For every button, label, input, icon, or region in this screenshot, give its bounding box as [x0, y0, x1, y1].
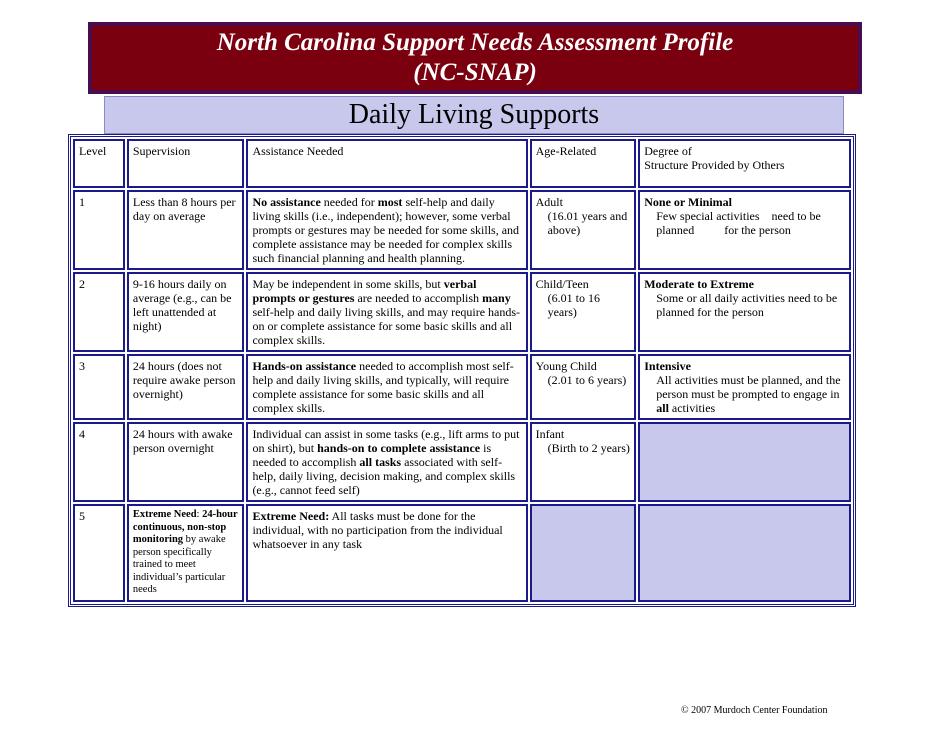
- support-levels-table: [68, 134, 856, 607]
- level-number: 2: [73, 272, 125, 352]
- bold-text: many: [482, 291, 511, 305]
- table-row: [73, 354, 851, 420]
- bold-text: hands-on to complete assistance: [317, 441, 481, 455]
- header-degree-line-2: Structure Provided by Others: [644, 158, 785, 172]
- assistance-cell: [246, 190, 527, 270]
- age-cell: [530, 422, 637, 502]
- text: activities: [668, 401, 716, 415]
- table-row: [73, 422, 851, 502]
- level-number: 1: [73, 190, 125, 270]
- supervision-cell: Less than 8 hours per day on average: [127, 190, 245, 270]
- text: are needed to accomplish: [354, 291, 483, 305]
- age-detail: (6.01 to 16 years): [547, 291, 600, 319]
- supervision-cell: 24 hours (does not require awake person overnight): [127, 354, 245, 420]
- degree-cell-empty: [638, 422, 851, 502]
- bold-text: all tasks: [359, 455, 402, 469]
- subtitle-band: [104, 96, 844, 134]
- bold-text: No assistance: [252, 195, 321, 209]
- degree-detail: [644, 373, 845, 415]
- bold-text: all: [656, 401, 669, 415]
- text: self-help and daily living skills (i.e., independent); however, some verbal prompts or gestures may be needed for some skills, and complete assistance may be needed for complex skills such financial planning and health planning.: [252, 195, 520, 265]
- header-supervision: Supervision: [127, 139, 245, 188]
- text: Individual can assist in some tasks (e.g., lift arms to put on shirt), but: [252, 427, 520, 455]
- title-line-2: (NC-SNAP): [413, 59, 537, 86]
- age-label: Adult: [535, 195, 563, 209]
- age-detail: (2.01 to 6 years): [547, 373, 627, 387]
- supervision-cell: 24 hours with awake person overnight: [127, 422, 245, 502]
- age-cell-empty: [530, 504, 637, 602]
- assistance-cell: [246, 272, 527, 352]
- age-label: Young Child: [535, 359, 597, 373]
- title-line-1: North Carolina Support Needs Assessment Profile: [216, 29, 734, 56]
- degree-detail: [644, 209, 845, 237]
- age-detail: (Birth to 2 years): [547, 441, 630, 455]
- bold-text: Hands-on assistance: [252, 359, 357, 373]
- header-level: Level: [73, 139, 125, 188]
- level-number: 4: [73, 422, 125, 502]
- header-degree-line-1: Degree of: [644, 144, 692, 158]
- age-detail: (16.01 years and above): [547, 209, 628, 237]
- text: Some or all daily activities need to be planned for the person: [656, 291, 838, 319]
- degree-label: Moderate to Extreme: [644, 277, 754, 291]
- supervision-cell: 9-16 hours daily on average (e.g., can be left unattended at night): [127, 272, 245, 352]
- text: self-help and daily living skills, and may require hands-on or complete assistance for some basic skills and all complex skills.: [252, 305, 521, 347]
- header-assistance-needed: Assistance Needed: [246, 139, 527, 188]
- bold-text: Extreme Need:: [252, 509, 330, 523]
- bold-text: most: [377, 195, 403, 209]
- text: associated with self-help, daily living, decision making, and complex skills (e.g., cannot feed self): [252, 455, 516, 497]
- header-degree-of-structure: [638, 139, 851, 188]
- text: All activities must be planned, and the person must be prompted to engage in: [656, 373, 841, 401]
- copyright-footer: © 2007 Murdoch Center Foundation: [681, 705, 828, 716]
- degree-label: Intensive: [644, 359, 691, 373]
- assistance-cell: [246, 504, 527, 602]
- text: by awake person specifically trained to meet individual’s particular needs: [132, 534, 226, 595]
- degree-cell: [638, 272, 851, 352]
- level-number: 3: [73, 354, 125, 420]
- age-label: Infant: [535, 427, 565, 441]
- table-row: [73, 272, 851, 352]
- age-cell: [530, 190, 637, 270]
- header-age-related: Age-Related: [530, 139, 637, 188]
- title-banner: [88, 22, 862, 94]
- supervision-cell: [127, 504, 245, 602]
- page-subtitle: Daily Living Supports: [348, 99, 600, 130]
- age-cell: [530, 354, 637, 420]
- level-number: 5: [73, 504, 125, 602]
- assistance-cell: [246, 354, 527, 420]
- degree-cell: [638, 354, 851, 420]
- assistance-cell: [246, 422, 527, 502]
- table-row: [73, 190, 851, 270]
- degree-cell: [638, 190, 851, 270]
- degree-detail: [644, 291, 845, 319]
- text: needed to accomplish most self-help and daily living skills, and typically, will require complete assistance for some basic skills and all complex skills.: [252, 359, 514, 415]
- bold-text: Extreme Need: [132, 509, 197, 520]
- degree-cell-empty: [638, 504, 851, 602]
- age-cell: [530, 272, 637, 352]
- text: May be independent in some skills, but: [252, 277, 444, 291]
- text: is needed to accomplish: [252, 441, 492, 469]
- text: needed for: [320, 195, 378, 209]
- bold-text: 24-hour continuous, non-stop monitoring: [132, 509, 238, 545]
- text: All tasks must be done for the individual, with no participation from the individual whatsoever in any task: [252, 509, 503, 551]
- degree-label: None or Minimal: [644, 195, 733, 209]
- table-row: [73, 504, 851, 602]
- age-label: Child/Teen: [535, 277, 589, 291]
- bold-text: verbal prompts or gestures: [252, 277, 477, 305]
- text: Few special activities need to be planned for the person: [656, 209, 824, 237]
- text: :: [196, 509, 203, 520]
